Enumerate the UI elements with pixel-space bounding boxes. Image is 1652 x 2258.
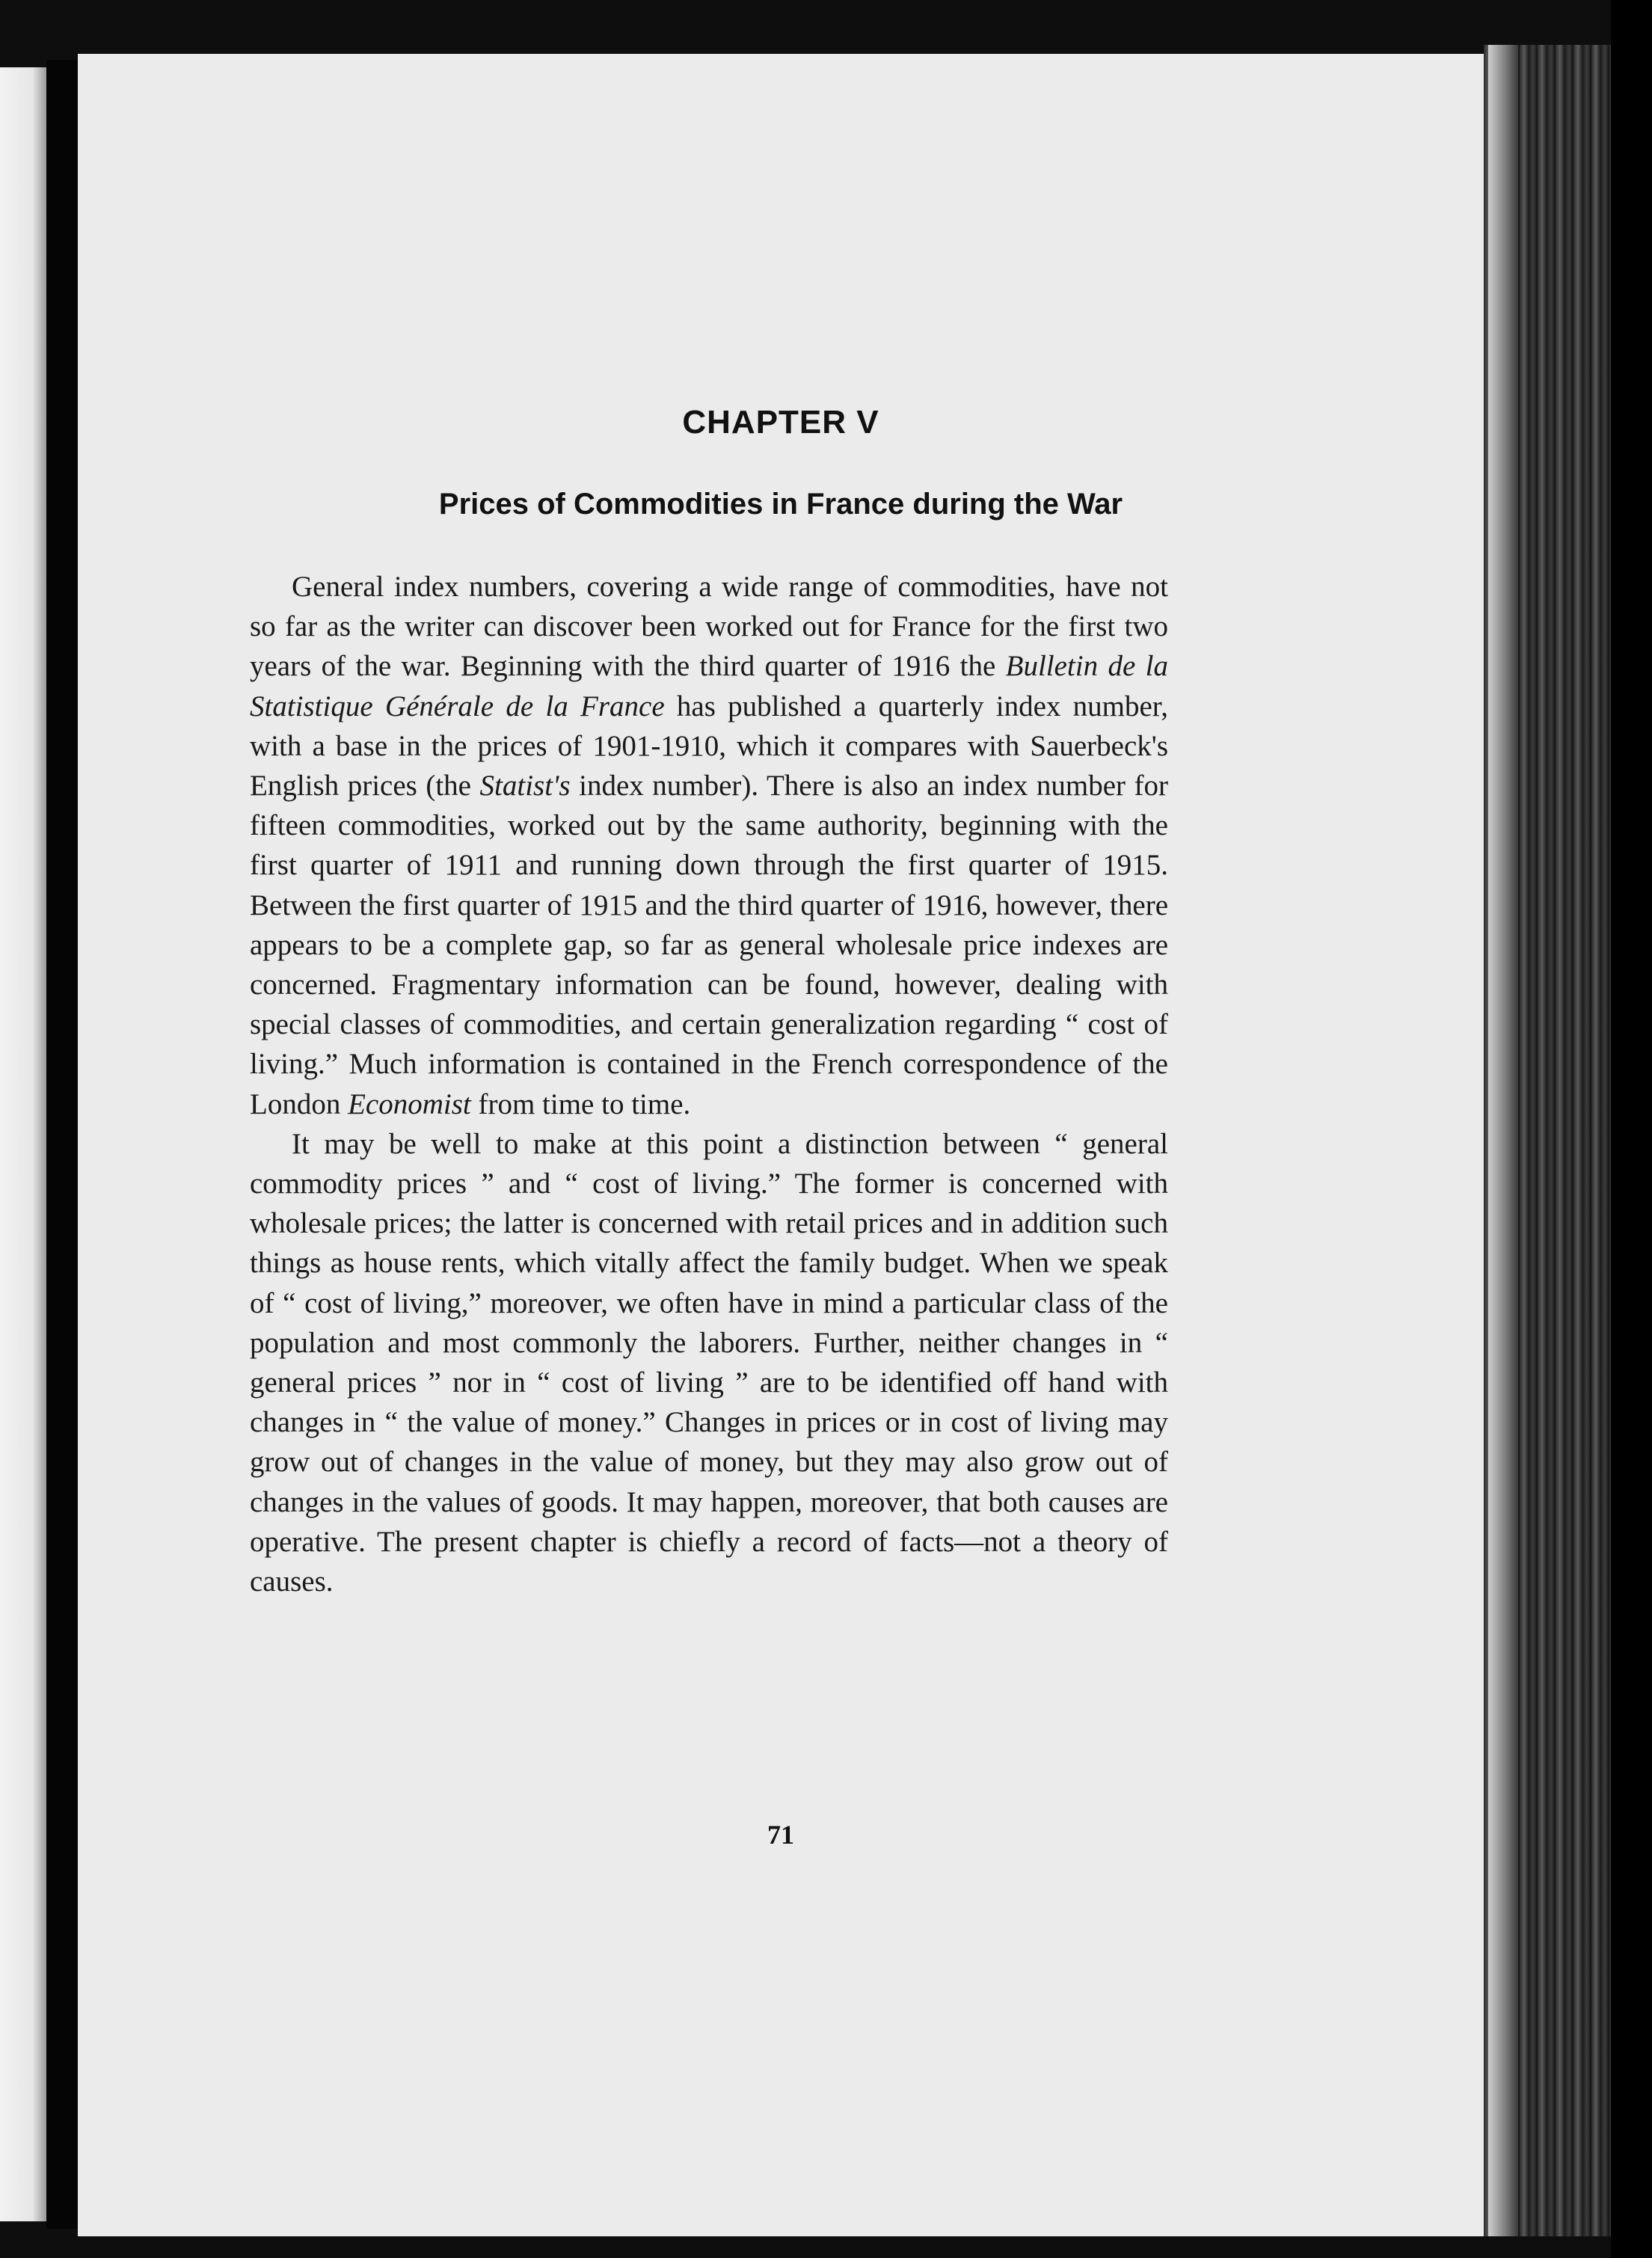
italic-run: Economist xyxy=(348,1087,471,1120)
text-run: It may be well to make at this point a distinction between “ general commodity prices ” and “ cost of living.” The former is concerned with wholesale prices; the latter is concerned with retail prices and in addition such things as house rents, which vitally affect the family budget. When we speak of “ cost of living,” moreover, we often have in mind a particular class of the population and most commonly the laborers. Further, neither changes in “ general prices ” nor in “ cost of living ” are to be identified off hand with changes in “ the value of money.” Changes in prices or in cost of living may grow out of changes in the value of money, but they may also grow out of changes in the values of goods. It may happen, moreover, that both causes are operative. The present chapter is chiefly a record of facts—not a theory of causes. xyxy=(250,1127,1168,1598)
chapter-title: Prices of Commodities in France during the War xyxy=(438,488,1123,521)
italic-run: Statist's xyxy=(479,770,571,803)
page-stack-edge xyxy=(1488,45,1518,2236)
paragraph-1 xyxy=(250,567,1168,1124)
scan-border xyxy=(1611,0,1652,2258)
text-run: index number). There is also an index number for fifteen commodities, worked out by the same authority, beginning with the first quarter of 1911 and running down through the first quarter of 1915. Between the first quarter of 1915 and the third quarter of 1916, however, there appears to be a complete gap, so far as general wholesale price indexes are concerned. Fragmentary information can be found, however, dealing with special classes of commodities, and certain generalization regarding “ cost of living.” Much information is contained in the French correspondence of the London xyxy=(250,770,1168,1120)
paragraph-2 xyxy=(250,1124,1168,1601)
chapter-heading: CHAPTER V xyxy=(682,404,879,441)
page-number: 71 xyxy=(767,1820,794,1850)
text-run: from time to time. xyxy=(470,1087,691,1120)
text-run: General index numbers, covering a wide range of commodities, have not so far as the writer can discover been worked out for France for the first two years of the war. Beginning with the third quarter of 1916 the xyxy=(250,571,1168,683)
italic-run: Bulletin de la Statistique Générale de la France xyxy=(250,650,1168,723)
body-text xyxy=(250,567,1168,1601)
text-run: has published a quarterly index number, with a base in the prices of 1901-1910, which it compares with Sauerbeck's English prices (the xyxy=(250,690,1168,803)
book-gutter xyxy=(46,60,78,2229)
previous-page-edge xyxy=(0,67,46,2221)
